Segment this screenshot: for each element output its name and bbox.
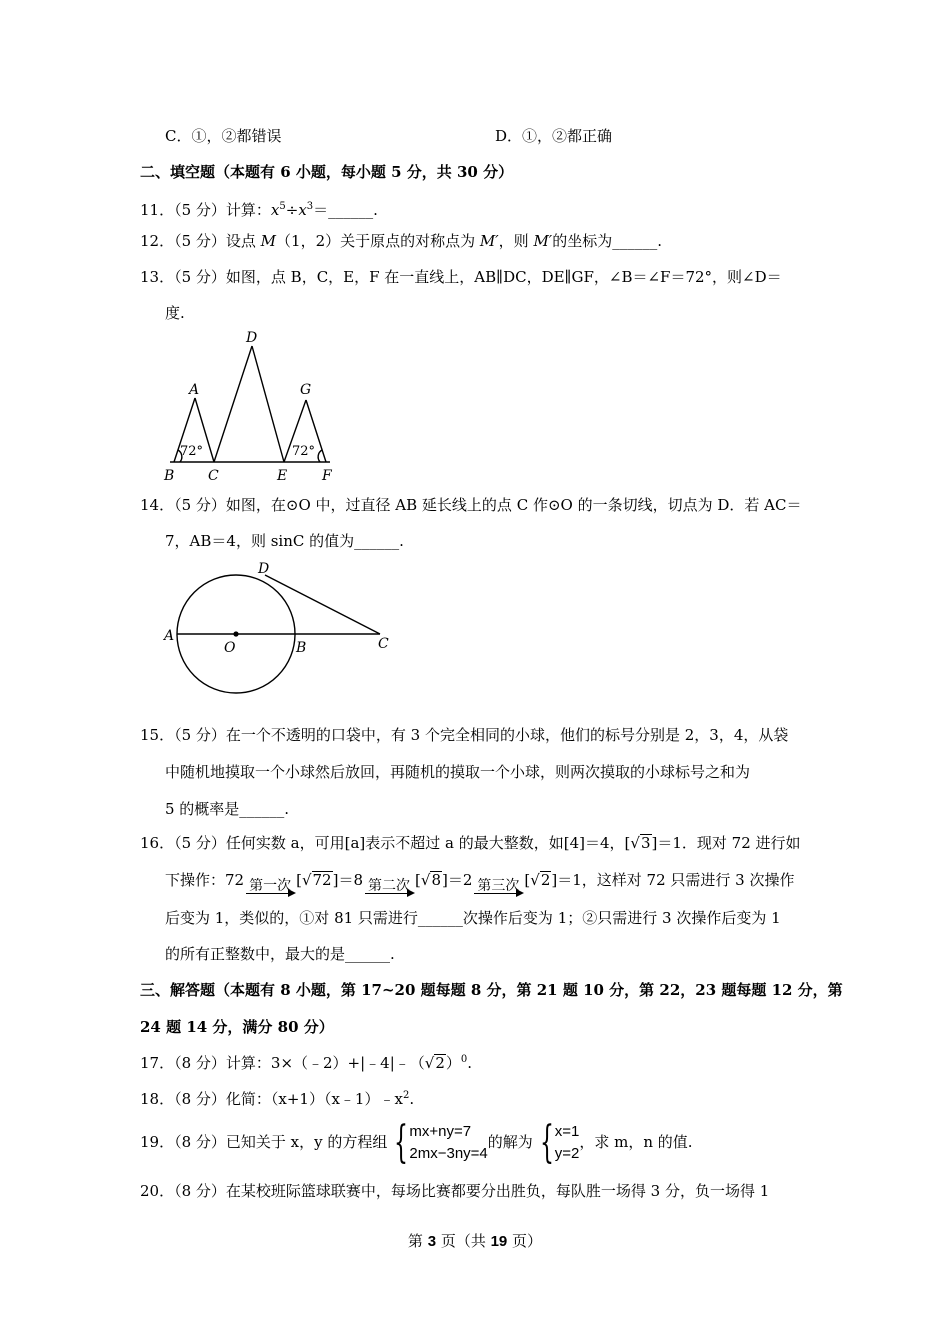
op-arrow-3: 第三次 [474, 879, 522, 894]
label-o: O [224, 640, 236, 656]
label-g: G [300, 382, 312, 398]
question-14-line1: 14．（5 分）如图，在⊙O 中，过直径 AB 延长线上的点 C 作⊙O 的一条切线，切点为 D．若 AC＝ [140, 496, 802, 514]
question-20-line1: 20．（8 分）在某校班际篮球联赛中，每场比赛都要分出胜负，每队胜一场得 3 分，负一场得 1 [140, 1182, 770, 1200]
question-16-line3: 后变为 1，类似的，①对 81 只需进行______次操作后变为 1；②只需进行 3 次操作后变为 1 [165, 909, 781, 927]
op-arrow-1: 第一次 [246, 879, 294, 894]
angle-label-left: 72° [180, 444, 204, 459]
seg-cd [214, 346, 252, 462]
question-16-line4: 的所有正整数中，最大的是______. [165, 945, 395, 963]
angle-arc-f [318, 450, 322, 462]
center-point [233, 631, 238, 636]
label-c: C [208, 468, 219, 484]
label-b: B [296, 640, 307, 656]
label-a: A [164, 628, 175, 644]
question-13-line2: 度. [165, 304, 185, 322]
option-c: C．①，②都错误 [165, 127, 282, 145]
solution-system: { x=1 y=2 [539, 1117, 580, 1168]
question-16-line1: 16．（5 分）任何实数 a，可用[a]表示不超过 a 的最大整数，如[4]＝4，[√3]＝1．现对 72 进行如 [140, 834, 801, 852]
page-footer: 第 3 页（共 19 页） [407, 1232, 543, 1250]
op-arrow-2: 第二次 [365, 879, 413, 894]
label-d: D [246, 330, 258, 346]
question-15-line1: 15．（5 分）在一个不透明的口袋中，有 3 个完全相同的小球，他们的标号分别是 2，3，4，从袋 [140, 726, 789, 744]
equation-system: { mx+ny=7 2mx−3ny=4 [394, 1117, 488, 1168]
label-c: C [378, 636, 389, 652]
label-f: F [322, 468, 332, 484]
question-14-line2: 7，AB＝4，则 sinC 的值为______. [165, 532, 404, 550]
seg-de [252, 346, 284, 462]
label-e: E [277, 468, 288, 484]
question-16-line2: 下操作：72 第一次 [√72]＝8 第二次 [√8]＝2 第三次 [√2]＝1，这样对 72 只需进行 3 次操作 [165, 871, 795, 894]
section-3-title-line1: 三、解答题（本题有 8 小题，第 17~20 题每题 8 分，第 21 题 10 分，第 22，23 题每题 12 分，第 [140, 981, 843, 999]
question-18: 18．（8 分）化简：$(x+1)(x﹣1)﹣x^2$. [140, 1090, 415, 1108]
question-15-line3: 5 的概率是______. [165, 800, 290, 818]
figure-13 [160, 328, 350, 486]
label-a: A [189, 382, 200, 398]
angle-label-right: 72° [292, 444, 316, 459]
label-b: B [164, 468, 175, 484]
question-19: 19．（8 分）已知关于 x，y 的方程组 { mx+ny=7 2mx−3ny=4 的解为 { x=1 y=2 ，求 m，n 的值. [140, 1117, 693, 1168]
section-2-title: 二、填空题（本题有 6 小题，每小题 5 分，共 30 分） [140, 163, 514, 181]
question-17: 17．（8 分）计算：$3\times(﹣2)+|﹣4|﹣(√2)^0$. [140, 1054, 473, 1072]
question-12: 12．（5 分）设点 M（1，2）关于原点的对称点为 M′，则 M′的坐标为______. [140, 232, 662, 250]
figure-14 [160, 556, 400, 698]
option-d: D．①，②都正确 [495, 127, 613, 145]
section-3-title-line2: 24 题 14 分，满分 80 分） [140, 1018, 334, 1036]
question-13-line1: 13．（5 分）如图，点 B，C，E，F 在一直线上，AB∥DC，DE∥GF，∠B＝∠F＝72°，则∠D＝ [140, 268, 782, 286]
question-15-line2: 中随机地摸取一个小球然后放回，再随机的摸取一个小球，则两次摸取的小球标号之和为 [165, 763, 751, 781]
tangent-dc [265, 575, 380, 634]
label-d: D [258, 561, 270, 577]
question-11: 11．（5 分）计算：$x^5\div x^3=\_\_\_\_\_\_$. [140, 201, 378, 219]
